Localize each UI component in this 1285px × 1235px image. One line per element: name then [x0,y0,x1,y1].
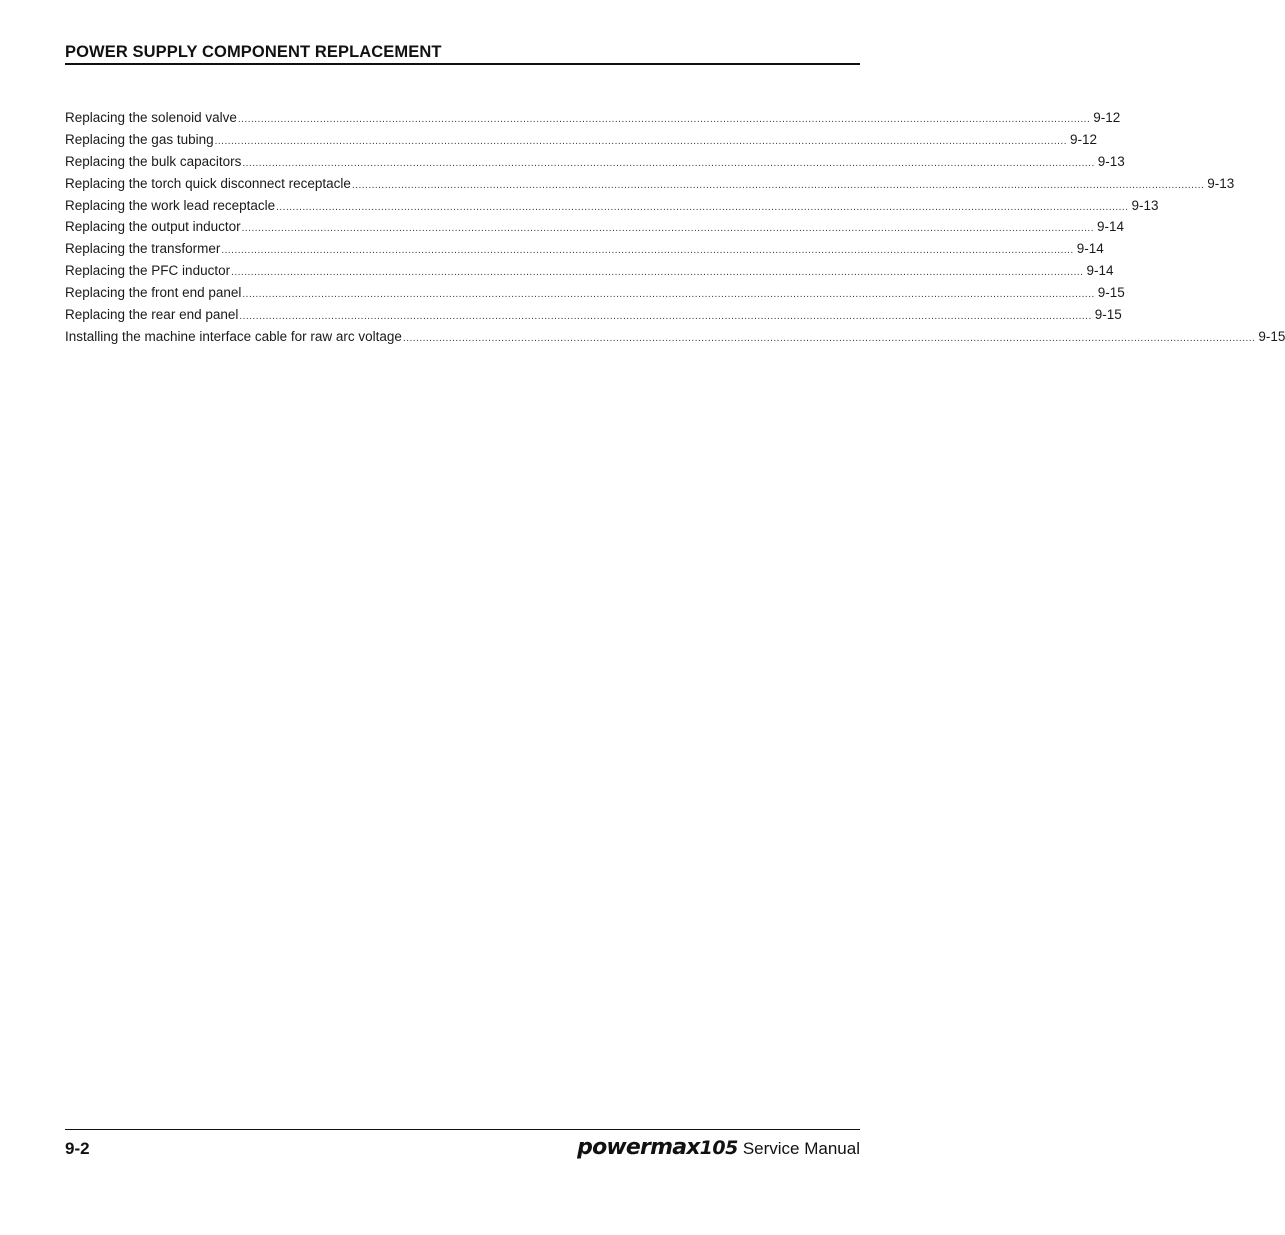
toc-entry[interactable] [65,173,1235,195]
section-title: POWER SUPPLY COMPONENT REPLACEMENT [65,43,442,61]
toc-entry-title: Replacing the front end panel [65,285,242,301]
toc-entry-page: 9-14 [1086,263,1114,279]
toc-entry-title: Replacing the solenoid valve [65,110,237,125]
toc-entry-page: 9-15 [1094,307,1122,323]
toc-entry-page: 9-13 [1131,197,1159,213]
toc-entry-page: 9-14 [1097,219,1125,235]
toc-dot-leader: .................................................................................................................................................................................................................................................................... [402,332,1256,344]
toc-entry[interactable] [65,129,1098,151]
toc-entry[interactable] [65,216,1125,238]
toc-entry-title: Replacing the work lead receptacle [65,197,276,213]
toc-entry-page: 9-13 [1207,175,1235,191]
toc-entry[interactable] [65,195,1159,217]
toc-entry-title: Replacing the transformer [65,241,221,257]
table-of-contents [65,107,1285,348]
toc-entry[interactable] [65,151,1125,173]
toc-entry-title: Replacing the gas tubing [65,131,214,147]
toc-dot-leader: .................................................................................................................................................................................................................................................................... [237,114,1091,125]
toc-dot-leader: .................................................................................................................................................................................................................................................................... [276,201,1129,213]
toc-entry-page: 9-12 [1093,110,1121,125]
toc-entry-title: Replacing the bulk capacitors [65,153,242,169]
toc-entry[interactable] [65,282,1125,304]
toc-entry-page: 9-15 [1097,285,1125,301]
toc-entry[interactable] [65,107,1121,129]
toc-entry[interactable] [65,326,1285,348]
brand-logo: powermax [577,1135,700,1160]
page-footer [65,1129,860,1160]
toc-entry[interactable] [65,260,1114,282]
toc-entry[interactable] [65,238,1104,260]
page-number: 9-2 [65,1139,90,1158]
toc-dot-leader: .................................................................................................................................................................................................................................................................... [221,245,1074,257]
toc-dot-leader: .................................................................................................................................................................................................................................................................... [214,135,1067,147]
manual-title [577,1135,860,1161]
toc-entry-page: 9-12 [1069,131,1098,147]
toc-dot-leader: .................................................................................................................................................................................................................................................................... [239,311,1092,323]
toc-entry-title: Installing the machine interface cable for raw arc voltage [65,328,402,344]
toc-entry-page: 9-13 [1097,153,1125,169]
toc-dot-leader: .................................................................................................................................................................................................................................................................... [351,179,1205,191]
toc-dot-leader: .................................................................................................................................................................................................................................................................... [242,289,1095,301]
toc-entry-page: 9-15 [1258,328,1285,344]
toc-dot-leader: .................................................................................................................................................................................................................................................................... [231,267,1084,279]
toc-entry-title: Replacing the rear end panel [65,307,239,323]
toc-entry-title: Replacing the PFC inductor [65,263,231,279]
toc-entry-title: Replacing the torch quick disconnect receptacle [65,175,351,191]
page-header [65,42,860,65]
toc-dot-leader: .................................................................................................................................................................................................................................................................... [242,157,1095,169]
manual-subtitle: Service Manual [742,1139,860,1158]
toc-entry-title: Replacing the output inductor [65,219,241,235]
toc-dot-leader: .................................................................................................................................................................................................................................................................... [241,223,1094,235]
toc-entry[interactable] [65,304,1122,326]
toc-entry-page: 9-14 [1076,241,1104,257]
brand-model: 105 [699,1137,738,1159]
